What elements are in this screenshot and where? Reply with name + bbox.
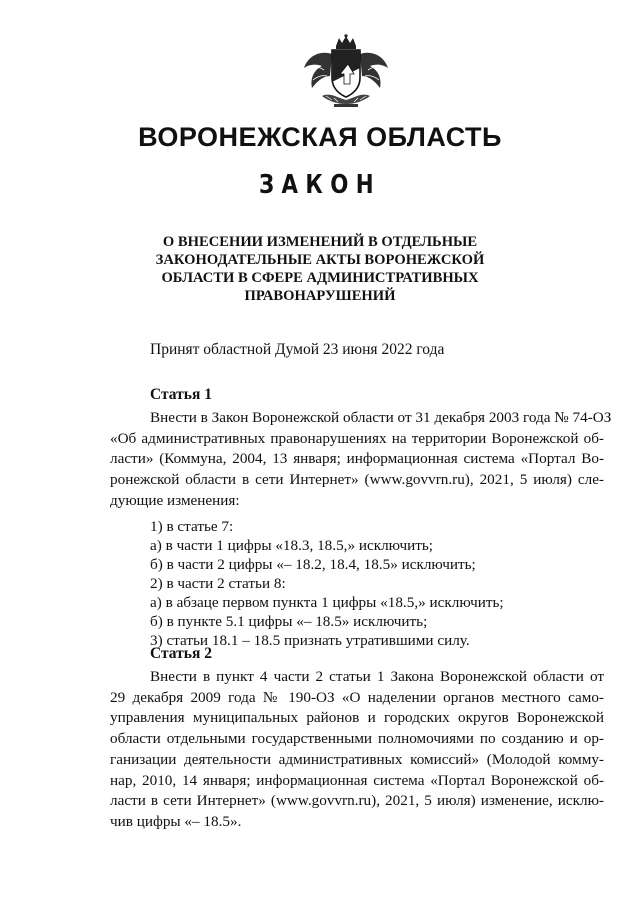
article-2-text [110, 667, 604, 833]
text-line: области отдельными государственными полномочиями по созданию и ор- [110, 730, 604, 748]
list-item: 3) статьи 18.1 – 18.5 признать утратившими силу. [150, 632, 470, 649]
law-title-line: ЗАКОНОДАТЕЛЬНЫЕ АКТЫ ВОРОНЕЖСКОЙ [155, 252, 485, 268]
text-line: ласти в сети Интернет» (www.govvrn.ru), 2021, 5 июля) изменение, исклю- [110, 792, 604, 810]
list-item: 2) в части 2 статьи 8: [150, 575, 286, 592]
text-line: чив цифры «– 18.5». [110, 812, 242, 830]
region-name: ВОРОНЕЖСКАЯ ОБЛАСТЬ [138, 122, 502, 152]
law-title-line: О ВНЕСЕНИИ ИЗМЕНЕНИЙ В ОТДЕЛЬНЫЕ [162, 234, 478, 250]
text-line: дующие изменения: [110, 491, 240, 509]
text-line: ганизации деятельности административных комиссий» (Молодой комму- [110, 750, 604, 768]
text-line: ронежской области в сети Интернет» (www.govvrn.ru), 2021, 5 июля) сле- [110, 471, 604, 489]
article-1-heading: Статья 1 [150, 386, 212, 403]
law-title-line: ОБЛАСТИ В СФЕРЕ АДМИНИСТРАТИВНЫХ [161, 270, 479, 286]
list-item: а) в части 1 цифры «18.3, 18.5,» исключить; [150, 537, 434, 554]
law-title-line: ПРАВОНАРУШЕНИЙ [244, 288, 396, 304]
text-line: ласти» (Коммуна, 2004, 13 января; информационная система «Портал Во- [110, 450, 604, 468]
list-item: а) в абзаце первом пункта 1 цифры «18.5,» исключить; [150, 594, 504, 611]
text-line: нар, 2010, 14 января; информационная система «Портал Воронежской об- [110, 771, 604, 789]
document-type: ЗАКОН [259, 170, 381, 200]
text-line: управления муниципальных районов и городских округов Воронежской [110, 709, 604, 727]
text-line: «Об административных правонарушениях на территории Воронежской об- [110, 429, 604, 447]
amendments-list [150, 517, 504, 650]
adoption-date: Принят областной Думой 23 июня 2022 года [150, 341, 445, 358]
article-1-text [110, 408, 612, 512]
coat-of-arms-icon [298, 34, 394, 110]
list-item: б) в пункте 5.1 цифры «– 18.5» исключить; [150, 613, 428, 630]
text-line: Внести в пункт 4 части 2 статьи 1 Закона Воронежской области от [150, 668, 604, 685]
law-title [150, 233, 490, 305]
text-line: Внести в Закон Воронежской области от 31 декабря 2003 года № 74-ОЗ [150, 409, 612, 426]
text-line: 29 декабря 2009 года № 190-ОЗ «О наделении органов местного само- [110, 688, 604, 706]
article-2-heading: Статья 2 [150, 645, 212, 662]
list-item: 1) в статье 7: [150, 518, 234, 535]
list-item: б) в части 2 цифры «– 18.2, 18.4, 18.5» исключить; [150, 556, 476, 573]
